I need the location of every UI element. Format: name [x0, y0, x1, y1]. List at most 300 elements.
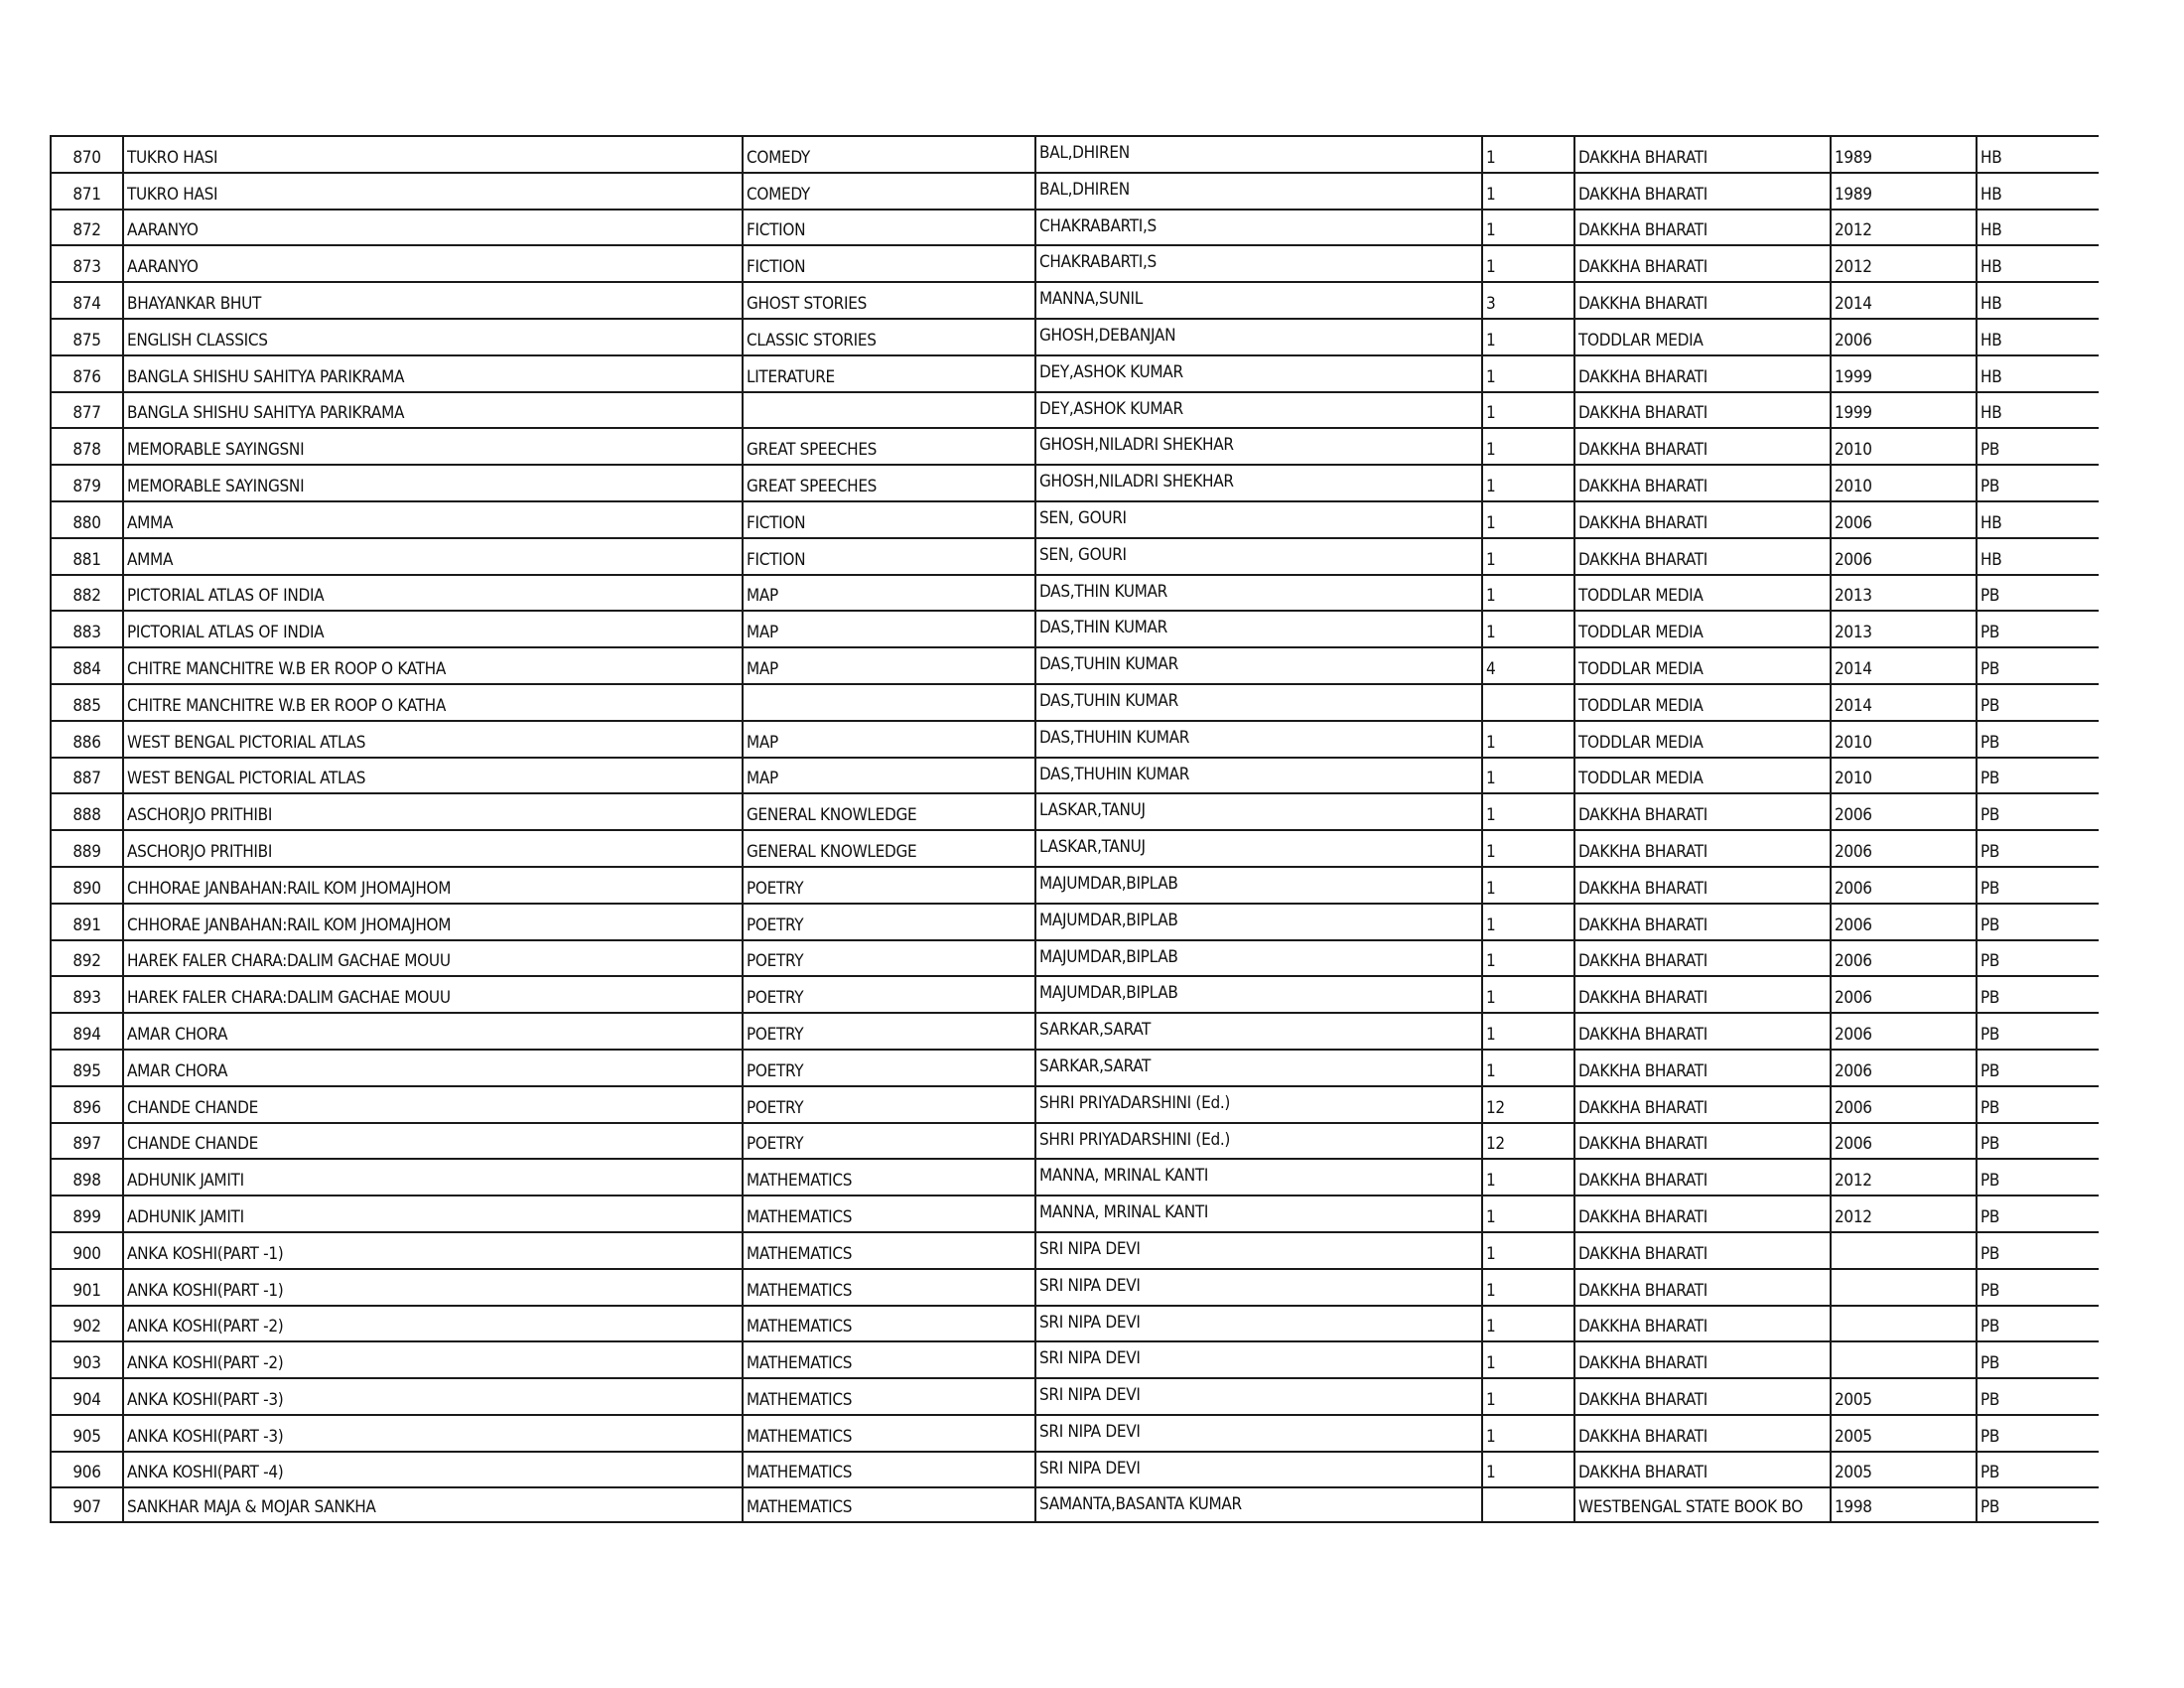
cell-title — [122, 1051, 742, 1085]
cell-binding-text: PB — [1980, 1097, 2000, 1118]
table-row — [50, 1451, 2099, 1487]
cell-publisher-text: DAKKHA BHARATI — [1578, 878, 1707, 899]
cell-year-text: 2005 — [1835, 1389, 1872, 1410]
cell-author-text: GHOSH,NILADRI SHEKHAR — [1039, 472, 1234, 492]
cell-publisher-text: DAKKHA BHARATI — [1578, 805, 1707, 826]
cell-copies — [1481, 759, 1573, 793]
cell-serial-number-text: 896 — [72, 1097, 101, 1118]
cell-category-text: MATHEMATICS — [747, 1426, 853, 1447]
table-row — [50, 318, 2099, 354]
cell-title-text: CHANDE CHANDE — [127, 1134, 259, 1155]
cell-title — [122, 466, 742, 500]
cell-year-text: 1999 — [1835, 366, 1872, 387]
table-row — [50, 1049, 2099, 1085]
cell-author — [1034, 1453, 1481, 1487]
cell-copies-text: 1 — [1486, 147, 1496, 168]
cell-title-text: AARANYO — [127, 220, 199, 241]
cell-binding-text: HB — [1980, 257, 2002, 278]
cell-author-text: GHOSH,DEBANJAN — [1039, 325, 1176, 346]
cell-serial-number — [50, 1379, 122, 1414]
cell-copies — [1481, 429, 1573, 464]
cell-copies-text: 1 — [1486, 549, 1496, 570]
cell-publisher-text: DAKKHA BHARATI — [1578, 951, 1707, 972]
table-row — [50, 903, 2099, 939]
cell-year-text: 2006 — [1835, 1060, 1872, 1081]
cell-serial-number — [50, 429, 122, 464]
cell-copies — [1481, 1160, 1573, 1195]
cell-publisher-text: DAKKHA BHARATI — [1578, 184, 1707, 205]
cell-binding — [1976, 576, 2099, 611]
cell-serial-number-text: 874 — [72, 293, 101, 314]
cell-binding-text: PB — [1980, 586, 2000, 607]
cell-publisher-text: DAKKHA BHARATI — [1578, 366, 1707, 387]
cell-category — [742, 868, 1034, 903]
cell-author-text: CHAKRABARTI,S — [1039, 215, 1157, 236]
cell-copies — [1481, 977, 1573, 1012]
cell-binding-text: PB — [1980, 805, 2000, 826]
cell-serial-number — [50, 831, 122, 866]
cell-publisher-text: DAKKHA BHARATI — [1578, 1024, 1707, 1045]
cell-title — [122, 174, 742, 209]
cell-title — [122, 393, 742, 428]
cell-year — [1830, 320, 1976, 354]
cell-title-text: CHANDE CHANDE — [127, 1097, 259, 1118]
cell-author-text: DAS,THUHIN KUMAR — [1039, 727, 1190, 748]
cell-copies-text: 1 — [1486, 951, 1496, 972]
cell-year — [1830, 612, 1976, 646]
cell-publisher — [1573, 1160, 1830, 1195]
cell-author — [1034, 759, 1481, 793]
cell-serial-number — [50, 612, 122, 646]
cell-serial-number-text: 884 — [72, 658, 101, 679]
cell-author — [1034, 1196, 1481, 1231]
cell-year-text: 2006 — [1835, 914, 1872, 935]
cell-author — [1034, 393, 1481, 428]
cell-serial-number — [50, 685, 122, 720]
cell-title-text: MEMORABLE SAYINGSNI — [127, 440, 305, 461]
cell-author-text: BAL,DHIREN — [1039, 143, 1130, 163]
cell-title — [122, 246, 742, 281]
cell-category — [742, 1233, 1034, 1268]
cell-publisher — [1573, 1014, 1830, 1049]
cell-binding — [1976, 794, 2099, 829]
cell-title — [122, 1196, 742, 1231]
cell-publisher — [1573, 1196, 1830, 1231]
cell-publisher-text: TODDLAR MEDIA — [1578, 695, 1704, 716]
cell-binding-text: PB — [1980, 914, 2000, 935]
cell-title-text: ENGLISH CLASSICS — [127, 330, 268, 351]
cell-publisher-text: DAKKHA BHARATI — [1578, 988, 1707, 1009]
cell-title-text: CHITRE MANCHITRE W.B ER ROOP O KATHA — [127, 658, 447, 679]
cell-serial-number — [50, 539, 122, 574]
cell-copies-text: 1 — [1486, 841, 1496, 862]
cell-serial-number — [50, 137, 122, 172]
cell-author-text: MAJUMDAR,BIPLAB — [1039, 910, 1178, 930]
cell-copies — [1481, 211, 1573, 245]
cell-year — [1830, 1270, 1976, 1305]
cell-year-text: 2010 — [1835, 476, 1872, 496]
cell-category — [742, 905, 1034, 939]
cell-title — [122, 905, 742, 939]
cell-year — [1830, 1160, 1976, 1195]
cell-year — [1830, 941, 1976, 976]
cell-copies — [1481, 137, 1573, 172]
cell-copies — [1481, 722, 1573, 757]
table-row — [50, 1012, 2099, 1049]
cell-serial-number — [50, 466, 122, 500]
cell-author — [1034, 466, 1481, 500]
cell-title-text: ADHUNIK JAMITI — [127, 1206, 244, 1227]
cell-category-text: MATHEMATICS — [747, 1243, 853, 1264]
cell-title — [122, 868, 742, 903]
cell-author — [1034, 429, 1481, 464]
cell-copies-text: 1 — [1486, 914, 1496, 935]
cell-copies-text: 1 — [1486, 623, 1496, 643]
cell-category — [742, 1160, 1034, 1195]
cell-serial-number — [50, 905, 122, 939]
cell-year — [1830, 1379, 1976, 1414]
cell-publisher — [1573, 722, 1830, 757]
cell-copies-text: 1 — [1486, 184, 1496, 205]
cell-publisher — [1573, 246, 1830, 281]
cell-category-text: MATHEMATICS — [747, 1280, 853, 1301]
cell-title-text: ANKA KOSHI(PART -1) — [127, 1243, 284, 1264]
cell-year — [1830, 1051, 1976, 1085]
cell-copies-text: 1 — [1486, 878, 1496, 899]
cell-author-text: DAS,TUHIN KUMAR — [1039, 654, 1178, 675]
cell-title-text: WEST BENGAL PICTORIAL ATLAS — [127, 769, 366, 789]
cell-author-text: DEY,ASHOK KUMAR — [1039, 361, 1183, 382]
cell-category — [742, 1196, 1034, 1231]
table-row — [50, 1122, 2099, 1159]
cell-serial-number-text: 886 — [72, 732, 101, 753]
cell-copies — [1481, 502, 1573, 537]
cell-publisher — [1573, 905, 1830, 939]
cell-category-text: MATHEMATICS — [747, 1206, 853, 1227]
cell-year-text: 2005 — [1835, 1463, 1872, 1483]
cell-category-text: LITERATURE — [747, 366, 835, 387]
cell-author — [1034, 794, 1481, 829]
cell-author-text: GHOSH,NILADRI SHEKHAR — [1039, 435, 1234, 456]
cell-author-text: SRI NIPA DEVI — [1039, 1348, 1141, 1369]
cell-category-text: GREAT SPEECHES — [747, 476, 878, 496]
cell-category — [742, 539, 1034, 574]
cell-binding — [1976, 1160, 2099, 1195]
cell-publisher — [1573, 466, 1830, 500]
cell-year-text: 2012 — [1835, 1171, 1872, 1192]
cell-year-text: 2012 — [1835, 1206, 1872, 1227]
cell-category-text: CLASSIC STORIES — [747, 330, 877, 351]
cell-category — [742, 1014, 1034, 1049]
cell-year-text: 1998 — [1835, 1497, 1872, 1518]
cell-title-text: ANKA KOSHI(PART -2) — [127, 1317, 284, 1337]
cell-year — [1830, 283, 1976, 318]
cell-serial-number — [50, 759, 122, 793]
cell-category — [742, 356, 1034, 391]
cell-serial-number — [50, 1453, 122, 1487]
cell-serial-number-text: 901 — [72, 1280, 101, 1301]
table-row — [50, 1486, 2099, 1523]
cell-publisher-text: TODDLAR MEDIA — [1578, 769, 1704, 789]
cell-copies — [1481, 1087, 1573, 1122]
cell-binding-text: HB — [1980, 220, 2002, 241]
table-row — [50, 427, 2099, 464]
cell-title — [122, 1270, 742, 1305]
cell-author — [1034, 1087, 1481, 1122]
cell-category — [742, 1379, 1034, 1414]
cell-year-text: 2006 — [1835, 1134, 1872, 1155]
cell-category — [742, 794, 1034, 829]
cell-title — [122, 502, 742, 537]
cell-publisher-text: DAKKHA BHARATI — [1578, 512, 1707, 533]
table-row — [50, 1085, 2099, 1122]
cell-author-text: DAS,THIN KUMAR — [1039, 618, 1168, 638]
cell-title-text: HAREK FALER CHARA:DALIM GACHAE MOUU — [127, 951, 451, 972]
cell-serial-number — [50, 977, 122, 1012]
cell-copies — [1481, 941, 1573, 976]
cell-title-text: CHHORAE JANBAHAN:RAIL KOM JHOMAJHOM — [127, 914, 452, 935]
table-row — [50, 209, 2099, 245]
cell-year — [1830, 356, 1976, 391]
cell-year — [1830, 1196, 1976, 1231]
cell-author — [1034, 868, 1481, 903]
cell-year-text: 2006 — [1835, 805, 1872, 826]
cell-binding — [1976, 941, 2099, 976]
cell-publisher — [1573, 539, 1830, 574]
cell-year-text: 2013 — [1835, 586, 1872, 607]
table-row — [50, 1340, 2099, 1377]
cell-copies-text: 1 — [1486, 330, 1496, 351]
cell-binding-text: PB — [1980, 732, 2000, 753]
cell-serial-number — [50, 1416, 122, 1451]
cell-binding — [1976, 722, 2099, 757]
cell-title — [122, 320, 742, 354]
cell-binding — [1976, 648, 2099, 683]
cell-author — [1034, 722, 1481, 757]
cell-author — [1034, 502, 1481, 537]
cell-category-text: FICTION — [747, 549, 806, 570]
cell-copies — [1481, 1233, 1573, 1268]
cell-binding-text: HB — [1980, 330, 2002, 351]
cell-serial-number-text: 898 — [72, 1171, 101, 1192]
table-row — [50, 792, 2099, 829]
cell-year-text: 2013 — [1835, 623, 1872, 643]
cell-author — [1034, 1416, 1481, 1451]
cell-title-text: BANGLA SHISHU SAHITYA PARIKRAMA — [127, 403, 405, 424]
cell-category — [742, 283, 1034, 318]
cell-binding — [1976, 1453, 2099, 1487]
cell-year — [1830, 576, 1976, 611]
cell-title-text: ASCHORJO PRITHIBI — [127, 805, 273, 826]
cell-year-text: 2006 — [1835, 951, 1872, 972]
cell-publisher-text: DAKKHA BHARATI — [1578, 841, 1707, 862]
cell-year — [1830, 539, 1976, 574]
cell-year-text: 2012 — [1835, 220, 1872, 241]
table-row — [50, 829, 2099, 866]
cell-binding-text: HB — [1980, 549, 2002, 570]
cell-title-text: ANKA KOSHI(PART -1) — [127, 1280, 284, 1301]
cell-title — [122, 1453, 742, 1487]
cell-serial-number — [50, 393, 122, 428]
cell-title — [122, 1416, 742, 1451]
table-row — [50, 464, 2099, 500]
cell-author-text: MAJUMDAR,BIPLAB — [1039, 946, 1178, 967]
cell-binding-text: PB — [1980, 1134, 2000, 1155]
cell-title-text: SANKHAR MAJA & MOJAR SANKHA — [127, 1497, 376, 1518]
cell-serial-number — [50, 1051, 122, 1085]
cell-publisher — [1573, 174, 1830, 209]
cell-year-text: 1989 — [1835, 184, 1872, 205]
cell-author — [1034, 1233, 1481, 1268]
cell-category — [742, 1307, 1034, 1341]
cell-publisher — [1573, 1087, 1830, 1122]
cell-copies — [1481, 1270, 1573, 1305]
cell-publisher-text: TODDLAR MEDIA — [1578, 623, 1704, 643]
cell-year-text: 2006 — [1835, 1024, 1872, 1045]
cell-copies-text: 1 — [1486, 1389, 1496, 1410]
cell-serial-number-text: 887 — [72, 769, 101, 789]
cell-serial-number-text: 904 — [72, 1389, 101, 1410]
cell-year-text: 2006 — [1835, 1097, 1872, 1118]
cell-publisher-text: DAKKHA BHARATI — [1578, 293, 1707, 314]
cell-publisher-text: DAKKHA BHARATI — [1578, 1426, 1707, 1447]
cell-copies-text: 1 — [1486, 403, 1496, 424]
cell-author-text: LASKAR,TANUJ — [1039, 800, 1146, 821]
cell-publisher-text: DAKKHA BHARATI — [1578, 1389, 1707, 1410]
cell-copies — [1481, 905, 1573, 939]
cell-publisher — [1573, 612, 1830, 646]
cell-category — [742, 429, 1034, 464]
cell-year — [1830, 685, 1976, 720]
cell-binding — [1976, 211, 2099, 245]
cell-year — [1830, 246, 1976, 281]
cell-author — [1034, 1051, 1481, 1085]
cell-copies — [1481, 1124, 1573, 1159]
cell-copies-text: 1 — [1486, 1426, 1496, 1447]
cell-title — [122, 831, 742, 866]
cell-year — [1830, 977, 1976, 1012]
table-row — [50, 610, 2099, 646]
cell-copies-text: 1 — [1486, 440, 1496, 461]
cell-copies — [1481, 831, 1573, 866]
cell-year-text: 2006 — [1835, 549, 1872, 570]
cell-publisher-text: TODDLAR MEDIA — [1578, 586, 1704, 607]
cell-binding-text: PB — [1980, 623, 2000, 643]
cell-serial-number-text: 900 — [72, 1243, 101, 1264]
cell-binding-text: PB — [1980, 1389, 2000, 1410]
cell-category — [742, 1488, 1034, 1521]
cell-serial-number-text: 891 — [72, 914, 101, 935]
cell-binding-text: HB — [1980, 512, 2002, 533]
cell-copies — [1481, 356, 1573, 391]
cell-title — [122, 283, 742, 318]
cell-category — [742, 941, 1034, 976]
cell-publisher-text: DAKKHA BHARATI — [1578, 1280, 1707, 1301]
table-row — [50, 1377, 2099, 1414]
cell-serial-number-text: 875 — [72, 330, 101, 351]
cell-author — [1034, 137, 1481, 172]
cell-year — [1830, 502, 1976, 537]
cell-author — [1034, 1160, 1481, 1195]
cell-title-text: ANKA KOSHI(PART -3) — [127, 1426, 284, 1447]
table-row — [50, 537, 2099, 574]
cell-category — [742, 648, 1034, 683]
cell-binding-text: PB — [1980, 658, 2000, 679]
cell-year — [1830, 868, 1976, 903]
cell-author-text: SEN, GOURI — [1039, 544, 1127, 565]
cell-serial-number — [50, 1270, 122, 1305]
cell-publisher-text: DAKKHA BHARATI — [1578, 440, 1707, 461]
cell-binding — [1976, 137, 2099, 172]
cell-title — [122, 1379, 742, 1414]
cell-copies — [1481, 174, 1573, 209]
cell-category — [742, 466, 1034, 500]
cell-category-text: GREAT SPEECHES — [747, 440, 878, 461]
cell-author — [1034, 283, 1481, 318]
cell-copies — [1481, 283, 1573, 318]
cell-publisher — [1573, 868, 1830, 903]
cell-category — [742, 831, 1034, 866]
cell-category-text: POETRY — [747, 1024, 804, 1045]
cell-category — [742, 320, 1034, 354]
cell-title-text: CHITRE MANCHITRE W.B ER ROOP O KATHA — [127, 695, 447, 716]
cell-category — [742, 211, 1034, 245]
cell-serial-number-text: 907 — [72, 1497, 101, 1518]
cell-serial-number-text: 881 — [72, 549, 101, 570]
cell-binding — [1976, 831, 2099, 866]
cell-copies-text: 1 — [1486, 366, 1496, 387]
cell-copies-text: 1 — [1486, 1206, 1496, 1227]
cell-category-text: MATHEMATICS — [747, 1317, 853, 1337]
cell-publisher-text: DAKKHA BHARATI — [1578, 914, 1707, 935]
cell-binding — [1976, 283, 2099, 318]
cell-serial-number-text: 879 — [72, 476, 101, 496]
cell-binding — [1976, 977, 2099, 1012]
cell-category — [742, 977, 1034, 1012]
cell-year-text: 2012 — [1835, 257, 1872, 278]
cell-binding-text: PB — [1980, 878, 2000, 899]
cell-author-text: SAMANTA,BASANTA KUMAR — [1039, 1494, 1242, 1515]
cell-author-text: SRI NIPA DEVI — [1039, 1238, 1141, 1259]
cell-title-text: BANGLA SHISHU SAHITYA PARIKRAMA — [127, 366, 405, 387]
cell-binding-text: PB — [1980, 1171, 2000, 1192]
cell-binding — [1976, 356, 2099, 391]
cell-copies-text: 1 — [1486, 1243, 1496, 1264]
cell-category-text: COMEDY — [747, 147, 810, 168]
cell-author — [1034, 1124, 1481, 1159]
cell-title-text: MEMORABLE SAYINGSNI — [127, 476, 305, 496]
cell-copies — [1481, 393, 1573, 428]
cell-category-text: MAP — [747, 732, 778, 753]
cell-year — [1830, 1342, 1976, 1377]
cell-title — [122, 794, 742, 829]
cell-serial-number — [50, 246, 122, 281]
cell-serial-number-text: 897 — [72, 1134, 101, 1155]
cell-copies-text: 1 — [1486, 1353, 1496, 1374]
cell-copies-text: 1 — [1486, 1463, 1496, 1483]
cell-binding-text: PB — [1980, 1317, 2000, 1337]
cell-binding — [1976, 1051, 2099, 1085]
cell-binding-text: HB — [1980, 366, 2002, 387]
table-row — [50, 646, 2099, 683]
table-row — [50, 1268, 2099, 1305]
cell-serial-number-text: 903 — [72, 1353, 101, 1374]
cell-title-text: CHHORAE JANBAHAN:RAIL KOM JHOMAJHOM — [127, 878, 452, 899]
cell-copies — [1481, 246, 1573, 281]
cell-publisher-text: DAKKHA BHARATI — [1578, 403, 1707, 424]
cell-author — [1034, 685, 1481, 720]
cell-publisher-text: WESTBENGAL STATE BOOK BO — [1578, 1497, 1804, 1518]
